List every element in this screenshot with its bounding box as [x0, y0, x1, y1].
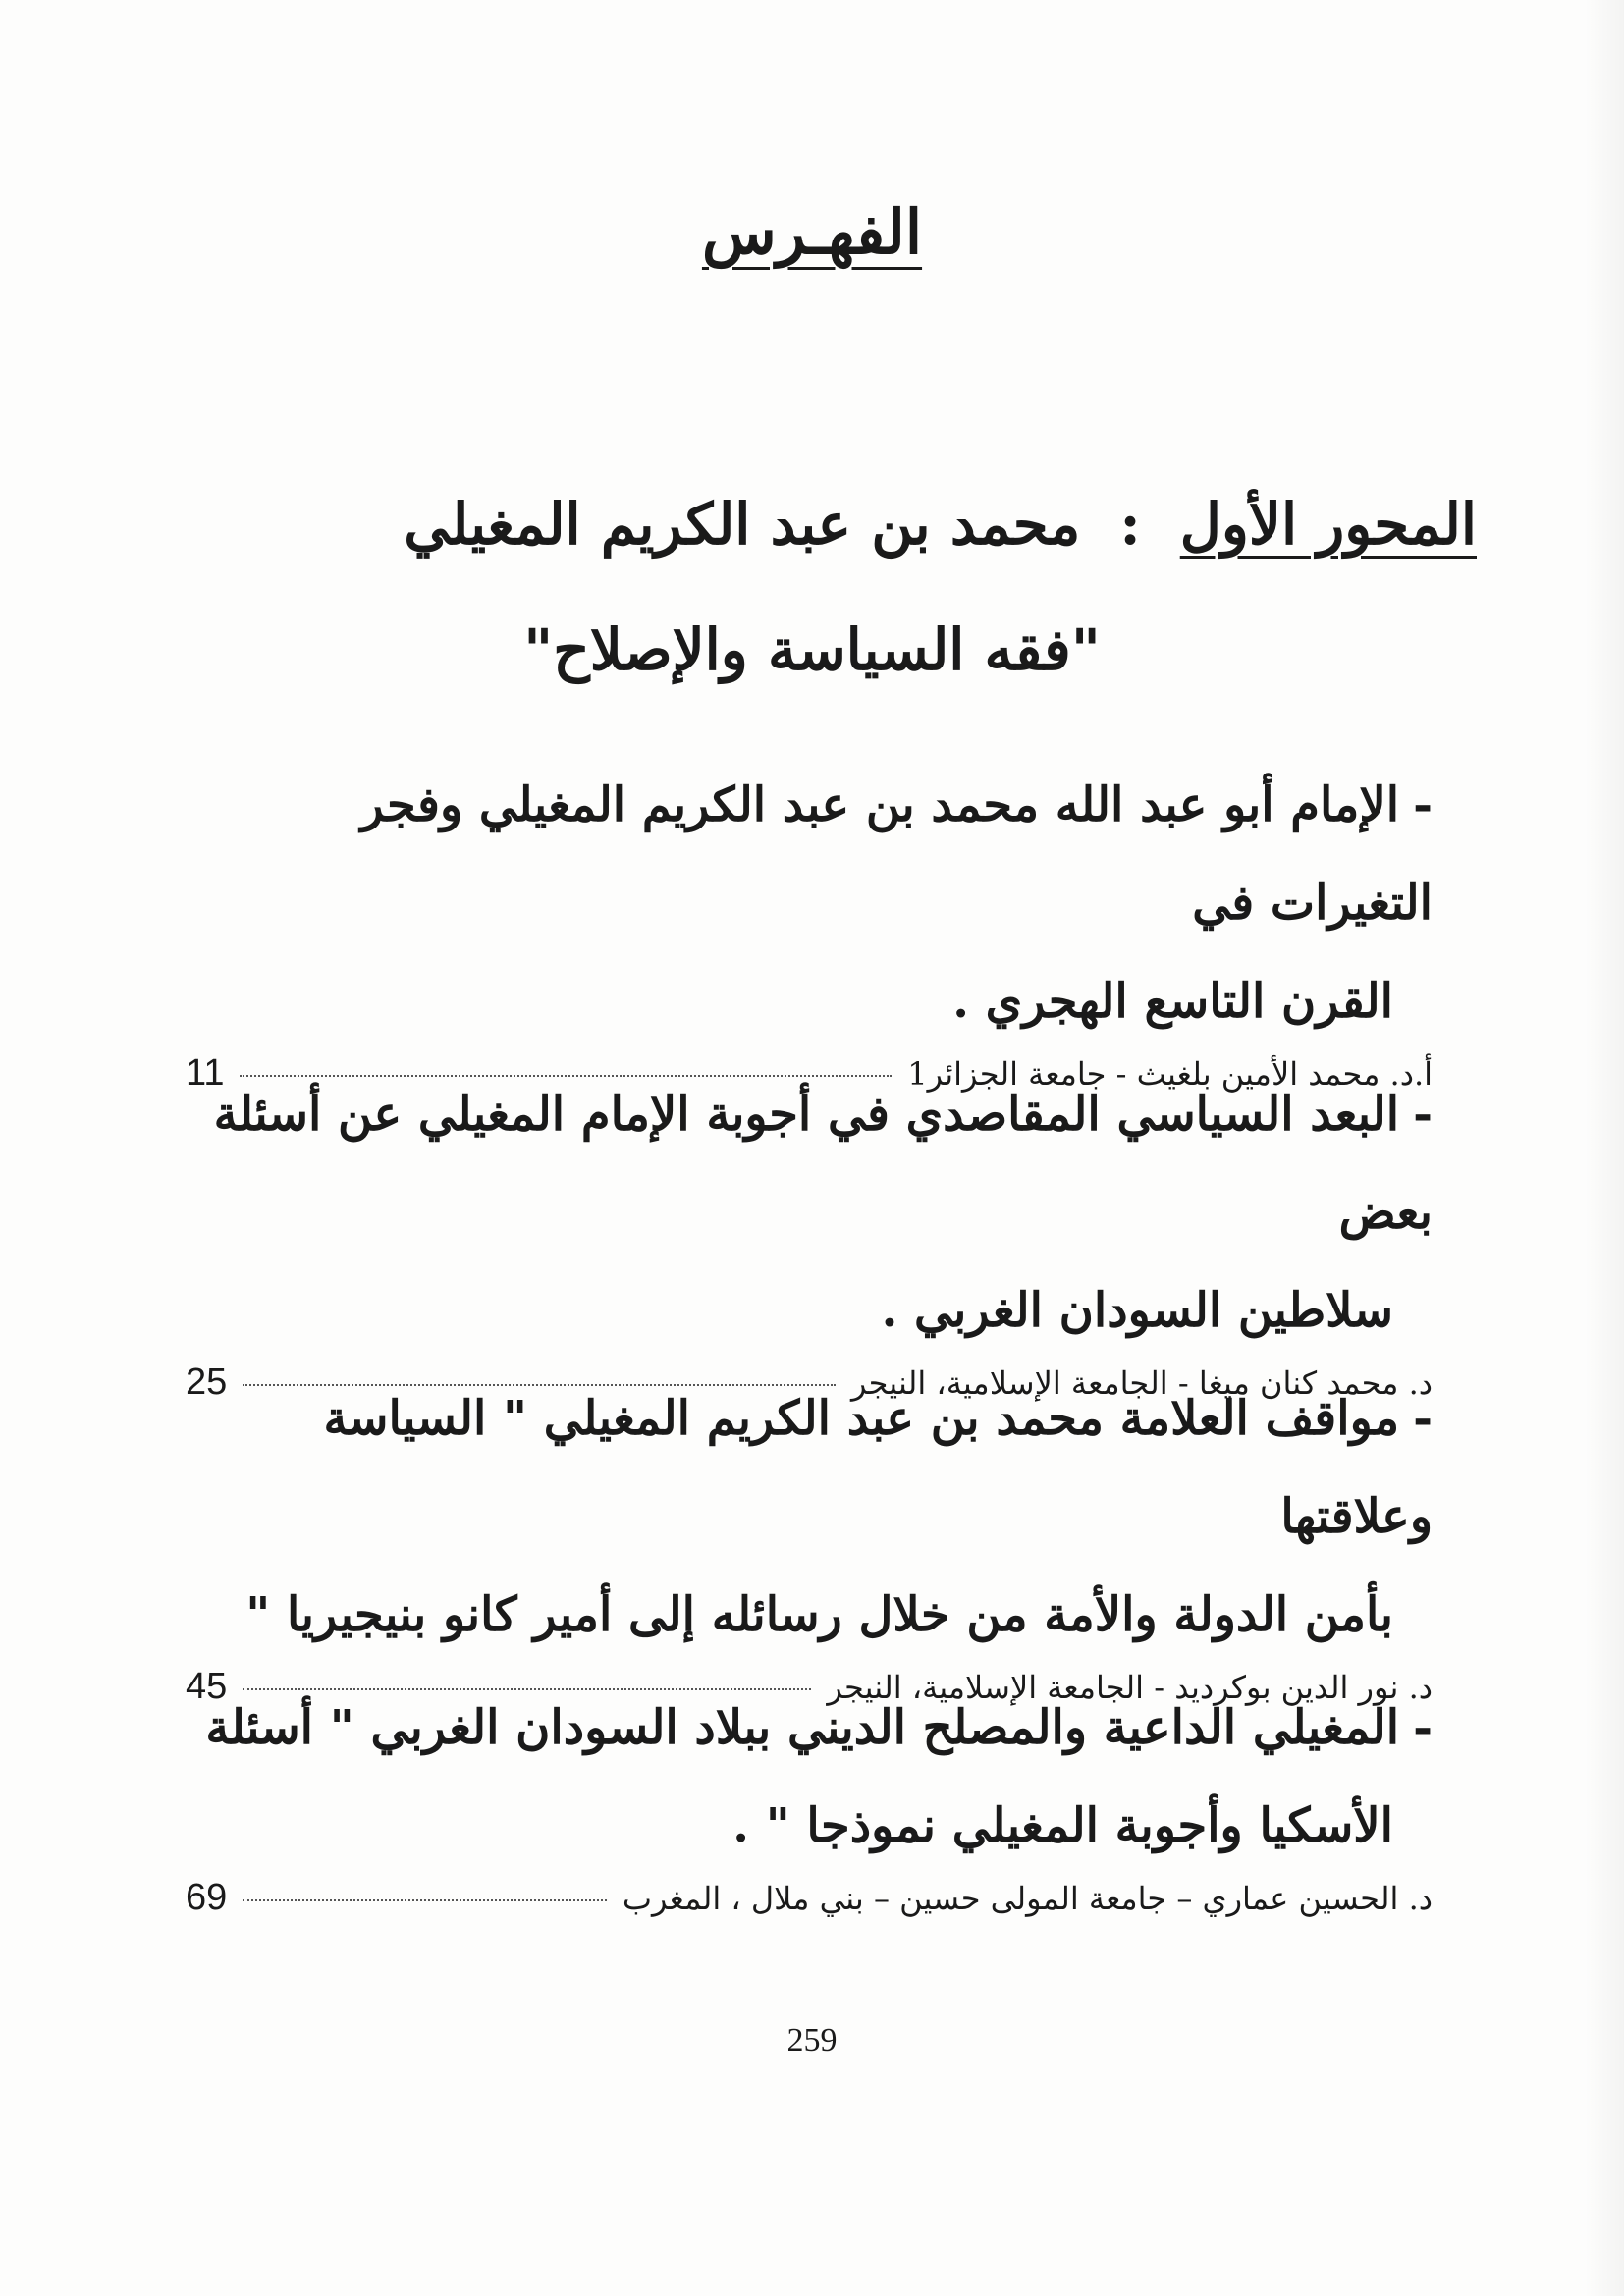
entry-title-line2: بأمن الدولة والأمة من خلال رسائله إلى أمير كانو بنيجيريا "	[245, 1587, 1393, 1642]
entry-title-line1: البعد السياسي المقاصدي في أجوبة الإمام المغيلي عن أسئلة بعض	[213, 1087, 1433, 1240]
index-title-text: الفهـرس	[701, 196, 923, 268]
axis-name: محمد بن عبد الكريم المغيلي	[404, 491, 1081, 558]
dot-leader	[243, 1899, 607, 1901]
entry-author: د. الحسين عماري – جامعة المولى حسين – بني ملال ، المغرب	[622, 1880, 1433, 1917]
entry-page-number: 25	[186, 1362, 228, 1403]
entry-title	[186, 1369, 1433, 1664]
entry-title-line2: القرن التاسع الهجري .	[952, 974, 1393, 1029]
entry-dash: -	[1413, 1391, 1433, 1446]
index-title	[0, 196, 1624, 268]
entry-title-line1: مواقف العلامة محمد بن عبد الكريم المغيلي " السياسة وعلاقتها	[323, 1391, 1433, 1544]
entry-dash: -	[1413, 1087, 1433, 1142]
entry-title	[186, 1679, 1433, 1875]
toc-entry	[186, 1369, 1433, 1708]
axis-label: المحور الأول	[1179, 491, 1477, 558]
entry-title	[186, 756, 1433, 1050]
toc-entry	[186, 756, 1433, 1095]
entry-page-number: 11	[186, 1052, 225, 1094]
entry-page-number: 45	[186, 1666, 228, 1707]
entry-title-line1: الإمام أبو عبد الله محمد بن عبد الكريم المغيلي وفجر التغيرات في	[360, 777, 1433, 931]
entry-title-line2: الأسكيا وأجوبة المغيلي نموذجا " .	[732, 1798, 1393, 1853]
axis-separator: :	[1119, 491, 1141, 558]
axis-subtitle: "فقه السياسة والإصلاح"	[523, 616, 1101, 683]
entry-page-number: 69	[186, 1877, 228, 1918]
entry-title	[186, 1065, 1433, 1360]
entry-title-line2: سلاطين السودان الغربي .	[881, 1283, 1393, 1338]
entry-author: د. محمد كنان ميغا - الجامعة الإسلامية، النيجر	[850, 1364, 1433, 1402]
entry-author-row	[186, 1877, 1433, 1919]
page-number: 259	[786, 2022, 838, 2058]
entry-dash: -	[1413, 777, 1433, 832]
entry-author: أ.د. محمد الأمين بلغيث - جامعة الجزائر1	[907, 1055, 1433, 1093]
axis-header	[102, 491, 1477, 558]
entry-author: د. نور الدين بوكرديد - الجامعة الإسلامية، النيجر	[827, 1669, 1433, 1706]
toc-entry	[186, 1679, 1433, 1919]
entry-dash: -	[1413, 1700, 1433, 1755]
entry-title-line1: المغيلي الداعية والمصلح الديني ببلاد السودان الغربي " أسئلة	[205, 1700, 1400, 1755]
toc-entry	[186, 1065, 1433, 1404]
